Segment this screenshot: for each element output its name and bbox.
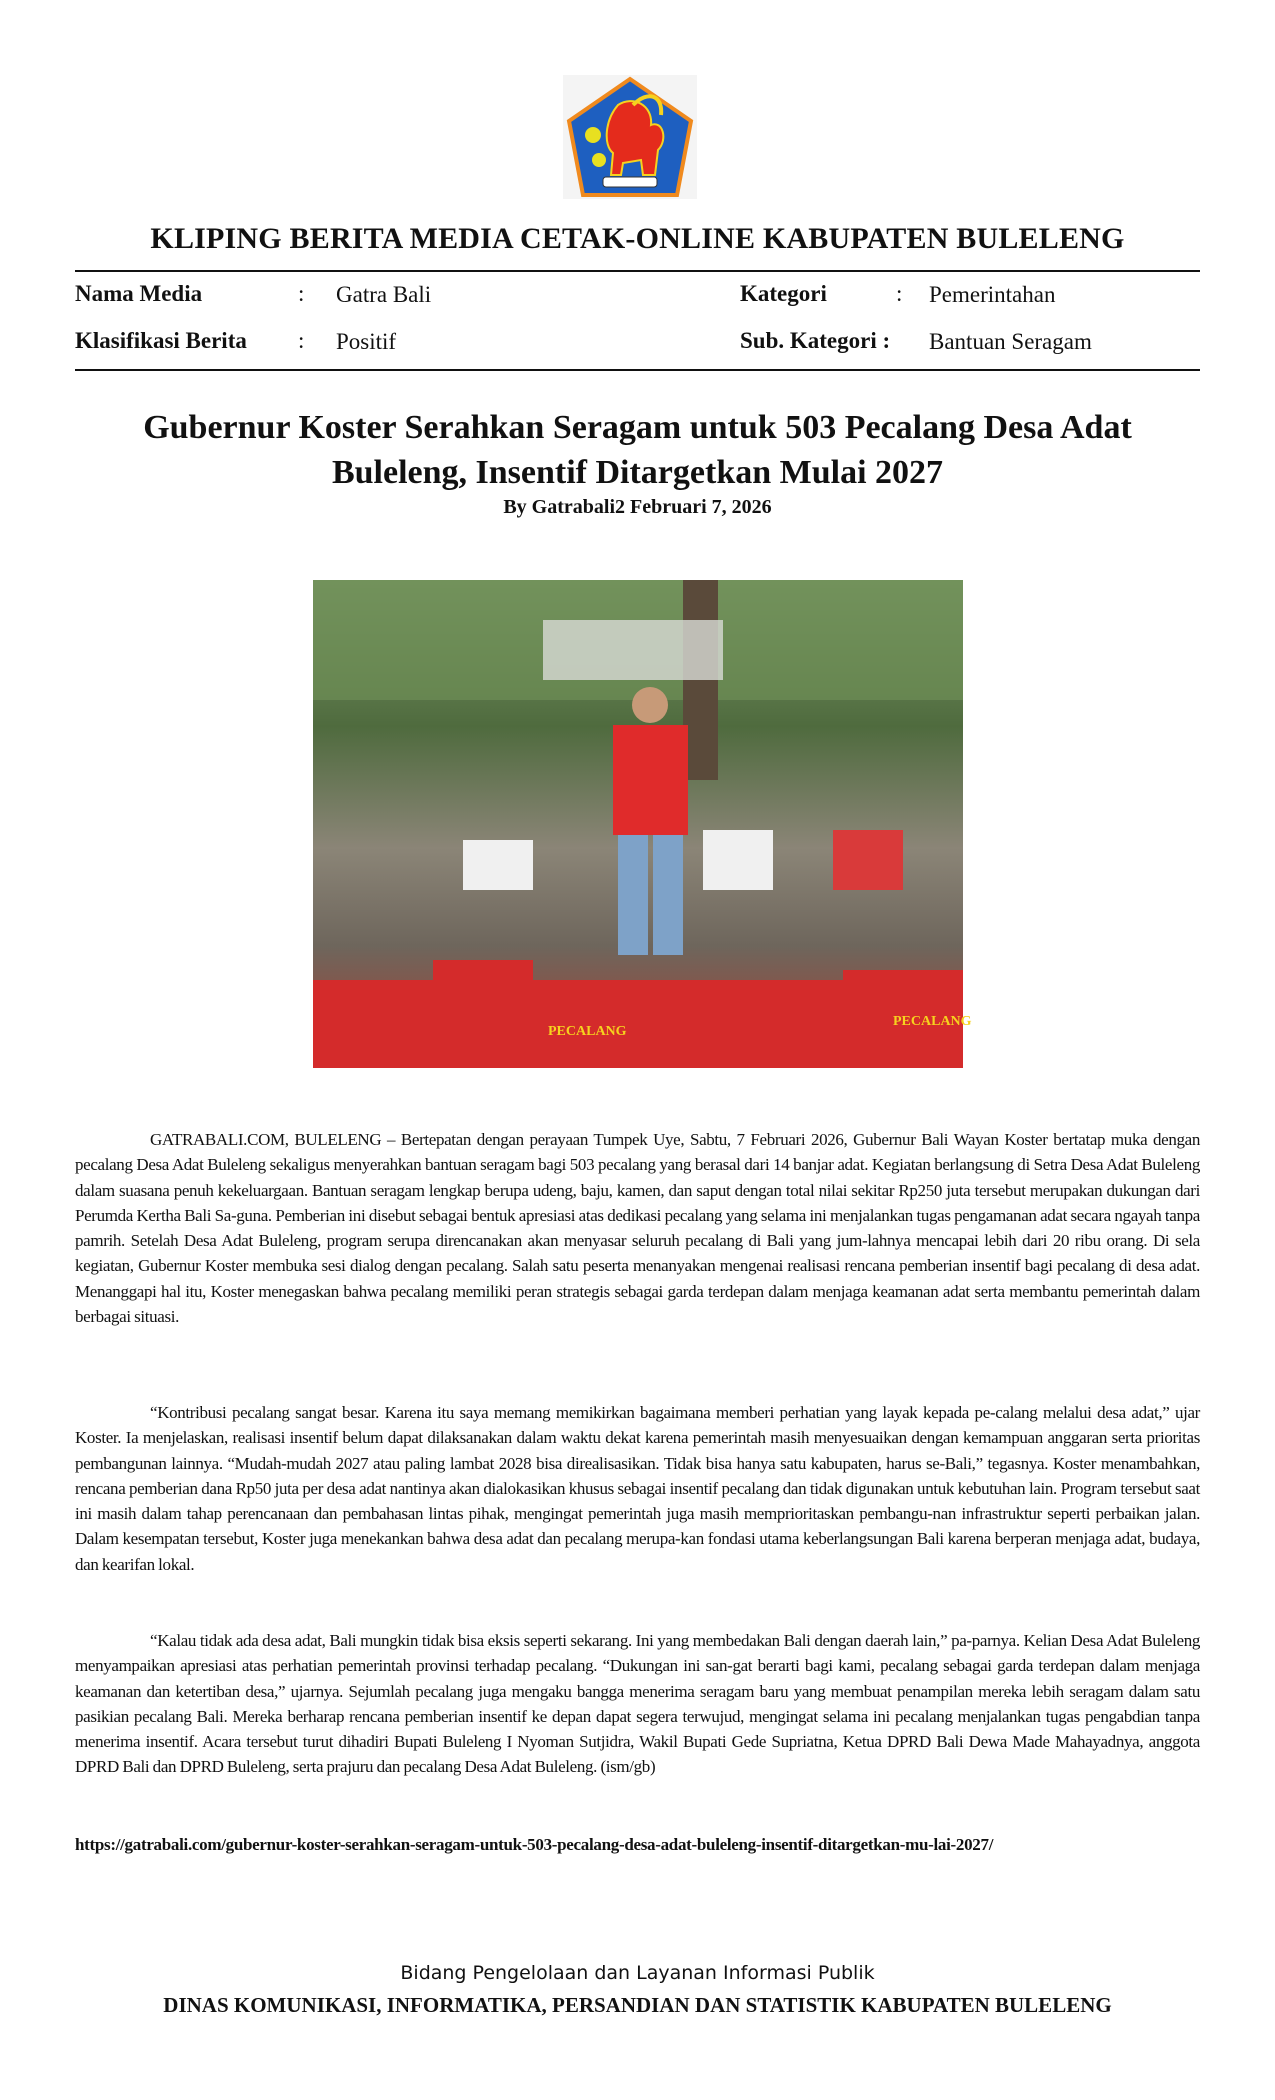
paragraph-text: GATRABALI.COM, BULELENG – Bertepatan dengan perayaan Tumpek Uye, Sabtu, 7 Februari 2026, Gubernur Bali Wayan Koster bertatap muka dengan pecalang Desa Adat Buleleng sekaligus menyerahkan bantuan seragam bagi 503 pecalang yang berasal dari 14 banjar adat. Kegiatan berlangsung di Setra Desa Adat Buleleng dalam suasana penuh kekeluargaan. Bantuan seragam lengkap berupa udeng, baju, kamen, dan saput dengan total nilai sekitar Rp250 juta tersebut merupakan dukungan dari Perumda Kertha Bali Sa-guna. Pemberian ini disebut sebagai bentuk apresiasi atas dedikasi pecalang yang selama ini menjalankan tugas pengamanan adat secara ngayah tanpa pamrih. Setelah Desa Adat Buleleng, program serupa direncanakan akan menyasar seluruh pecalang di Bali yang jum-lahnya mencapai lebih dari 20 ribu orang. Di sela kegiatan, Gubernur Koster membuka sesi dialog dengan pecalang. Salah satu peserta menanyakan mengenai realisasi rencana pemberian insentif bagi pecalang di desa adat. Menanggapi hal itu, Koster menegaskan bahwa pecalang memiliki peran strategis sebagai garda terdepan dalam menjaga keamanan adat serta membantu pemerintah dalam berbagai situasi. (75, 1130, 1200, 1327)
colon: : (298, 281, 305, 306)
footer-subtitle: Bidang Pengelolaan dan Layanan Informasi Publik (400, 1962, 875, 1984)
paragraph-text: “Kontribusi pecalang sangat besar. Karena itu saya memang memikirkan bagaimana memberi perhatian yang layak kepada pe-calang melalui desa adat,” ujar Koster. Ia menjelaskan, realisasi insentif belum dapat dilaksanakan dalam waktu dekat karena pemerintah masih menyesuaikan dengan kemampuan anggaran serta prioritas pembangunan lainnya. “Mudah-mudah 2027 atau paling lambat 2028 bisa direalisasikan. Tidak bisa hanya satu kabupaten, harus se-Bali,” tegasnya. Koster menambahkan, rencana pemberian dana Rp50 juta per desa adat nantinya akan dialokasikan khusus sebagai insentif pecalang dan tidak digunakan untuk kebutuhan lain. Program tersebut saat ini masih dalam tahap perencanaan dan pembahasan lintas pihak, mengingat pemerintah juga masih memprioritaskan pembangu-nan infrastruktur seperti perbaikan jalan. Dalam kesempatan tersebut, Koster juga menekankan bahwa desa adat dan pecalang merupa-kan fondasi utama keberlangsungan Bali karena berperan menjaga adat, budaya, dan kearifan lokal. (75, 1403, 1200, 1574)
buleleng-emblem-logo (563, 75, 697, 199)
nama-media-label: Nama Media (75, 281, 203, 306)
article-paragraph-3 (75, 1628, 1200, 1780)
photo-shirt-text: PECALANG (548, 1024, 627, 1039)
header-bottom-rule (75, 369, 1200, 371)
photo-shirt-text: PECALANG (893, 1014, 972, 1029)
kategori-value: Pemerintahan (929, 282, 1056, 307)
article-photo (313, 580, 972, 1068)
sub-kategori-value: Bantuan Seragam (929, 329, 1092, 354)
article-paragraph-1 (75, 1127, 1200, 1329)
colon: : (298, 328, 305, 353)
source-url-link[interactable]: https://gatrabali.com/gubernur-koster-serahkan-seragam-untuk-503-pecalang-desa-adat-buleleng-insentif-ditargetkan-mu-lai-2027/ (75, 1835, 994, 1854)
header-top-rule (75, 270, 1200, 272)
document-title: KLIPING BERITA MEDIA CETAK-ONLINE KABUPATEN BULELENG (150, 222, 1125, 255)
colon: : (896, 281, 903, 306)
nama-media-value: Gatra Bali (336, 282, 432, 307)
footer-agency: DINAS KOMUNIKASI, INFORMATIKA, PERSANDIAN DAN STATISTIK KABUPATEN BULELENG (163, 1993, 1112, 2017)
article-byline: By Gatrabali2 Februari 7, 2026 (503, 496, 772, 518)
kategori-label: Kategori (740, 281, 827, 306)
article-headline: Gubernur Koster Serahkan Seragam untuk 503 Pecalang Desa Adat Buleleng, Insentif Ditargetkan Mulai 2027 (143, 409, 1132, 491)
klasifikasi-label: Klasifikasi Berita (75, 328, 247, 353)
article-paragraph-2 (75, 1400, 1200, 1577)
paragraph-text: “Kalau tidak ada desa adat, Bali mungkin tidak bisa eksis seperti sekarang. Ini yang membedakan Bali dengan daerah lain,” pa-parnya. Kelian Desa Adat Buleleng menyampaikan apresiasi atas perhatian pemerintah provinsi terhadap pecalang. “Dukungan ini san-gat berarti bagi kami, pecalang sebagai garda terdepan dalam menjaga keamanan dan ketertiban desa,” ujarnya. Sejumlah pecalang juga mengaku bangga menerima seragam baru yang membuat penampilan mereka lebih seragam dalam satu pasikian pecalang Bali. Mereka berharap rencana pemberian insentif ke depan dapat segera terwujud, mengingat selama ini pecalang menjalankan tugas pengabdian tanpa menerima insentif. Acara tersebut turut dihadiri Bupati Buleleng I Nyoman Sutjidra, Wakil Bupati Gede Supriatna, Ketua DPRD Bali Dewa Made Mahayadnya, anggota DPRD Bali dan DPRD Buleleng, serta prajuru dan pecalang Desa Adat Buleleng. (ism/gb) (75, 1631, 1200, 1777)
klasifikasi-value: Positif (336, 329, 397, 354)
sub-kategori-label: Sub. Kategori : (740, 328, 891, 353)
